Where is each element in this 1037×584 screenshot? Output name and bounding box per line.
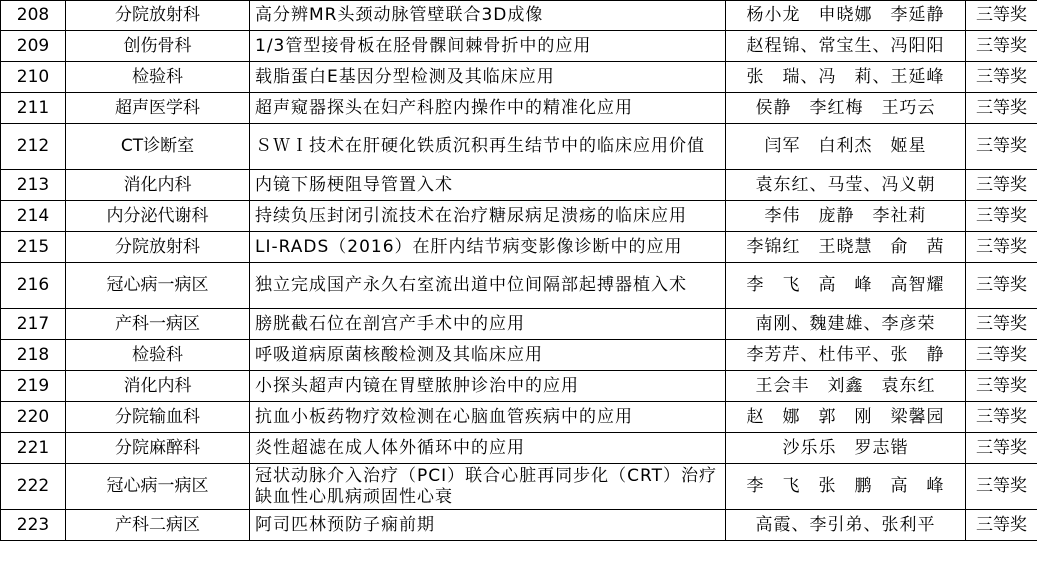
- cell-award-level: 三等奖: [966, 340, 1037, 371]
- cell-department: 创伤骨科: [66, 31, 250, 62]
- cell-department: 消化内科: [66, 170, 250, 201]
- cell-project-title: 膀胱截石位在剖宫产手术中的应用: [250, 309, 726, 340]
- cell-project-title: 阿司匹林预防子痫前期: [250, 510, 726, 541]
- cell-award-level: 三等奖: [966, 232, 1037, 263]
- cell-award-level: 三等奖: [966, 170, 1037, 201]
- table-row: [1, 263, 1037, 309]
- cell-number: 213: [1, 170, 66, 201]
- table-row: [1, 340, 1037, 371]
- cell-number: 211: [1, 93, 66, 124]
- cell-project-title: ＳＷＩ技术在肝硬化铁质沉积再生结节中的临床应用价值: [250, 124, 726, 170]
- table-row: [1, 464, 1037, 510]
- table-row: [1, 124, 1037, 170]
- table-row: [1, 170, 1037, 201]
- cell-authors: 侯静 李红梅 王巧云: [726, 93, 966, 124]
- cell-award-level: 三等奖: [966, 371, 1037, 402]
- cell-award-level: 三等奖: [966, 124, 1037, 170]
- cell-authors: 袁东红、马莹、冯义朝: [726, 170, 966, 201]
- cell-authors: 杨小龙 申晓娜 李延静: [726, 1, 966, 31]
- cell-authors: 沙乐乐 罗志锴: [726, 433, 966, 464]
- cell-project-title: 1/3管型接骨板在胫骨髁间棘骨折中的应用: [250, 31, 726, 62]
- cell-department: 超声医学科: [66, 93, 250, 124]
- cell-authors: 王会丰 刘鑫 袁东红: [726, 371, 966, 402]
- cell-number: 208: [1, 1, 66, 31]
- cell-authors: 李伟 庞静 李社莉: [726, 201, 966, 232]
- cell-award-level: 三等奖: [966, 464, 1037, 510]
- cell-project-title: 小探头超声内镜在胃壁脓肿诊治中的应用: [250, 371, 726, 402]
- table-row: [1, 31, 1037, 62]
- cell-department: CT诊断室: [66, 124, 250, 170]
- cell-number: 209: [1, 31, 66, 62]
- table-row: [1, 309, 1037, 340]
- cell-department: 检验科: [66, 62, 250, 93]
- cell-award-level: 三等奖: [966, 510, 1037, 541]
- cell-department: 分院放射科: [66, 1, 250, 31]
- cell-authors: 张 瑞、冯 莉、王延峰: [726, 62, 966, 93]
- cell-department: 消化内科: [66, 371, 250, 402]
- cell-award-level: 三等奖: [966, 402, 1037, 433]
- cell-department: 内分泌代谢科: [66, 201, 250, 232]
- table-row: [1, 433, 1037, 464]
- cell-number: 218: [1, 340, 66, 371]
- cell-number: 214: [1, 201, 66, 232]
- cell-number: 215: [1, 232, 66, 263]
- cell-department: 分院放射科: [66, 232, 250, 263]
- cell-project-title: 高分辨MR头颈动脉管壁联合3D成像: [250, 1, 726, 31]
- table-row: [1, 201, 1037, 232]
- cell-authors: 李芳芹、杜伟平、张 静: [726, 340, 966, 371]
- cell-authors: 李 飞 高 峰 高智耀: [726, 263, 966, 309]
- cell-number: 210: [1, 62, 66, 93]
- cell-award-level: 三等奖: [966, 201, 1037, 232]
- cell-number: 219: [1, 371, 66, 402]
- cell-number: 221: [1, 433, 66, 464]
- cell-project-title: 独立完成国产永久右室流出道中位间隔部起搏器植入术: [250, 263, 726, 309]
- cell-number: 212: [1, 124, 66, 170]
- cell-project-title: LI-RADS（2016）在肝内结节病变影像诊断中的应用: [250, 232, 726, 263]
- cell-authors: 李锦红 王晓慧 俞 茜: [726, 232, 966, 263]
- cell-award-level: 三等奖: [966, 31, 1037, 62]
- table-row: [1, 232, 1037, 263]
- cell-department: 冠心病一病区: [66, 263, 250, 309]
- cell-department: 产科二病区: [66, 510, 250, 541]
- cell-department: 检验科: [66, 340, 250, 371]
- cell-project-title: 炎性超滤在成人体外循环中的应用: [250, 433, 726, 464]
- table-row: [1, 510, 1037, 541]
- table-row: [1, 402, 1037, 433]
- cell-number: 216: [1, 263, 66, 309]
- cell-project-title: 内镜下肠梗阻导管置入术: [250, 170, 726, 201]
- cell-project-title: 载脂蛋白E基因分型检测及其临床应用: [250, 62, 726, 93]
- cell-award-level: 三等奖: [966, 263, 1037, 309]
- cell-award-level: 三等奖: [966, 1, 1037, 31]
- cell-award-level: 三等奖: [966, 93, 1037, 124]
- cell-project-title: 抗血小板药物疗效检测在心脑血管疾病中的应用: [250, 402, 726, 433]
- cell-authors: 高霞、李引弟、张利平: [726, 510, 966, 541]
- cell-department: 产科一病区: [66, 309, 250, 340]
- cell-project-title: 持续负压封闭引流技术在治疗糖尿病足溃疡的临床应用: [250, 201, 726, 232]
- cell-authors: 赵程锦、常宝生、冯阳阳: [726, 31, 966, 62]
- cell-project-title: 呼吸道病原菌核酸检测及其临床应用: [250, 340, 726, 371]
- cell-department: 分院输血科: [66, 402, 250, 433]
- cell-award-level: 三等奖: [966, 433, 1037, 464]
- cell-authors: 闫军 白利杰 姬星: [726, 124, 966, 170]
- table-row: [1, 62, 1037, 93]
- table-row: [1, 371, 1037, 402]
- cell-authors: 赵 娜 郭 刚 梁馨园: [726, 402, 966, 433]
- cell-number: 222: [1, 464, 66, 510]
- cell-authors: 南刚、魏建雄、李彦荣: [726, 309, 966, 340]
- cell-project-title: 冠状动脉介入治疗（PCI）联合心脏再同步化（CRT）治疗缺血性心肌病顽固性心衰: [250, 464, 726, 510]
- cell-project-title: 超声窥器探头在妇产科腔内操作中的精准化应用: [250, 93, 726, 124]
- table-row: [1, 1, 1037, 31]
- cell-award-level: 三等奖: [966, 309, 1037, 340]
- cell-authors: 李 飞 张 鹏 高 峰: [726, 464, 966, 510]
- table-row: [1, 93, 1037, 124]
- cell-number: 217: [1, 309, 66, 340]
- cell-number: 220: [1, 402, 66, 433]
- cell-number: 223: [1, 510, 66, 541]
- cell-department: 分院麻醉科: [66, 433, 250, 464]
- award-table-body: [1, 1, 1037, 541]
- cell-department: 冠心病一病区: [66, 464, 250, 510]
- cell-award-level: 三等奖: [966, 62, 1037, 93]
